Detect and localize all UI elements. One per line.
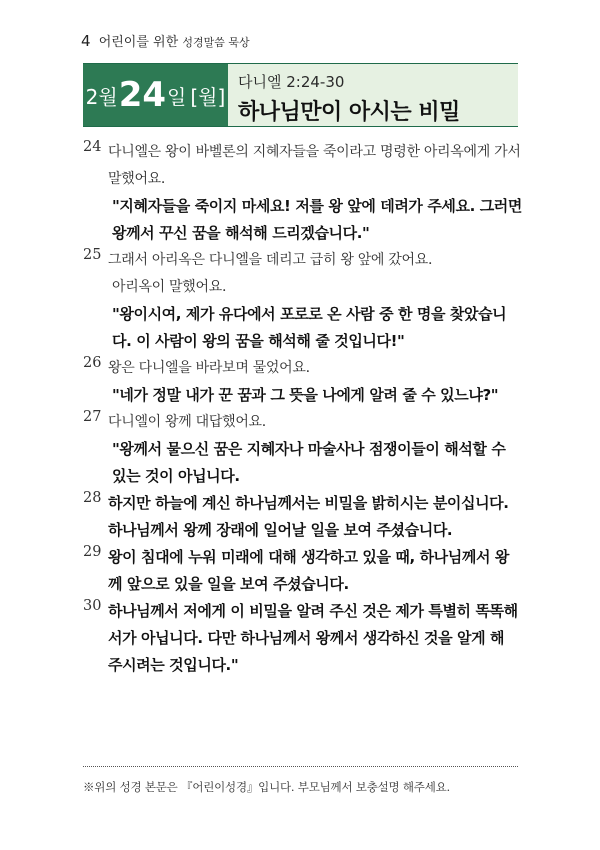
book-title: 어린이를 위한 bbox=[98, 35, 179, 50]
verse-26 bbox=[83, 355, 523, 409]
day-suffix: 일 bbox=[167, 84, 187, 109]
verse-narration: 다니엘은 왕이 바벨론의 지혜자들을 죽이라고 명령한 아리옥에게 가서 말했어요. bbox=[108, 144, 521, 187]
verse-28 bbox=[83, 490, 523, 544]
verse-number: 26 bbox=[83, 355, 102, 371]
devotion-header bbox=[83, 63, 518, 127]
date-box bbox=[83, 64, 228, 126]
verse-quote: 하나님께서 저에게 이 비밀을 알려 주신 것은 제가 특별히 똑똑해서가 아닙니다. 다만 하나님께서 왕께서 생각하신 것을 알게 해 주시려는 것입니다." bbox=[108, 602, 518, 674]
month: 2월 bbox=[85, 84, 118, 109]
page-number: 4 bbox=[81, 32, 91, 50]
verse-quote: 하지만 하늘에 계신 하나님께서는 비밀을 밝히시는 분이십니다. 하나님께서 왕께 장래에 일어날 일을 보여 주셨습니다. bbox=[108, 494, 509, 539]
page-title: 하나님만이 아시는 비밀 bbox=[238, 100, 460, 125]
running-head bbox=[81, 31, 250, 50]
verse-quote: "왕께서 물으신 꿈은 지혜자나 마술사나 점쟁이들이 해석할 수 있는 것이 아닙니다. bbox=[112, 440, 506, 485]
verse-number: 25 bbox=[83, 247, 102, 263]
verse-24 bbox=[83, 139, 523, 247]
verse-29 bbox=[83, 544, 523, 598]
verse-quote: "네가 정말 내가 꾼 꿈과 그 뜻을 나에게 알려 줄 수 있느냐?" bbox=[112, 386, 499, 404]
verse-quote: 왕이 침대에 누워 미래에 대해 생각하고 있을 때, 하나님께서 왕께 앞으로 있을 일을 보여 주셨습니다. bbox=[108, 548, 509, 593]
verse-narration: 왕은 다니엘을 바라보며 물었어요. bbox=[108, 360, 310, 376]
title-box bbox=[228, 64, 518, 126]
verse-number: 24 bbox=[83, 139, 102, 155]
day-number: 24 bbox=[118, 75, 167, 115]
verse-narration-2: 아리옥이 말했어요. bbox=[112, 279, 227, 295]
verse-30 bbox=[83, 598, 523, 679]
verse-number: 27 bbox=[83, 409, 102, 425]
scripture-body bbox=[83, 139, 523, 679]
book-subtitle: 성경말씀 묵상 bbox=[182, 36, 250, 49]
footnote-divider bbox=[83, 766, 518, 767]
verse-quote: "왕이시여, 제가 유다에서 포로로 온 사람 중 한 명을 찾았습니다. 이 사람이 왕의 꿈을 해석해 줄 것입니다!" bbox=[112, 305, 507, 350]
verse-narration: 다니엘이 왕께 대답했어요. bbox=[108, 414, 266, 430]
verse-number: 29 bbox=[83, 544, 102, 560]
verse-number: 30 bbox=[83, 598, 102, 614]
verse-27 bbox=[83, 409, 523, 490]
verse-25 bbox=[83, 247, 523, 355]
verse-narration: 그래서 아리옥은 다니엘을 데리고 급히 왕 앞에 갔어요. bbox=[108, 252, 433, 268]
weekday: [월] bbox=[190, 84, 226, 109]
footnote: ※위의 성경 본문은 『어린이성경』입니다. 부모님께서 보충설명 해주세요. bbox=[83, 780, 450, 794]
verse-quote: "지혜자들을 죽이지 마세요! 저를 왕 앞에 데려가 주세요. 그러면 왕께서 꾸신 꿈을 해석해 드리겠습니다." bbox=[112, 197, 522, 242]
scripture-reference: 다니엘 2:24-30 bbox=[238, 73, 345, 91]
verse-number: 28 bbox=[83, 490, 102, 506]
